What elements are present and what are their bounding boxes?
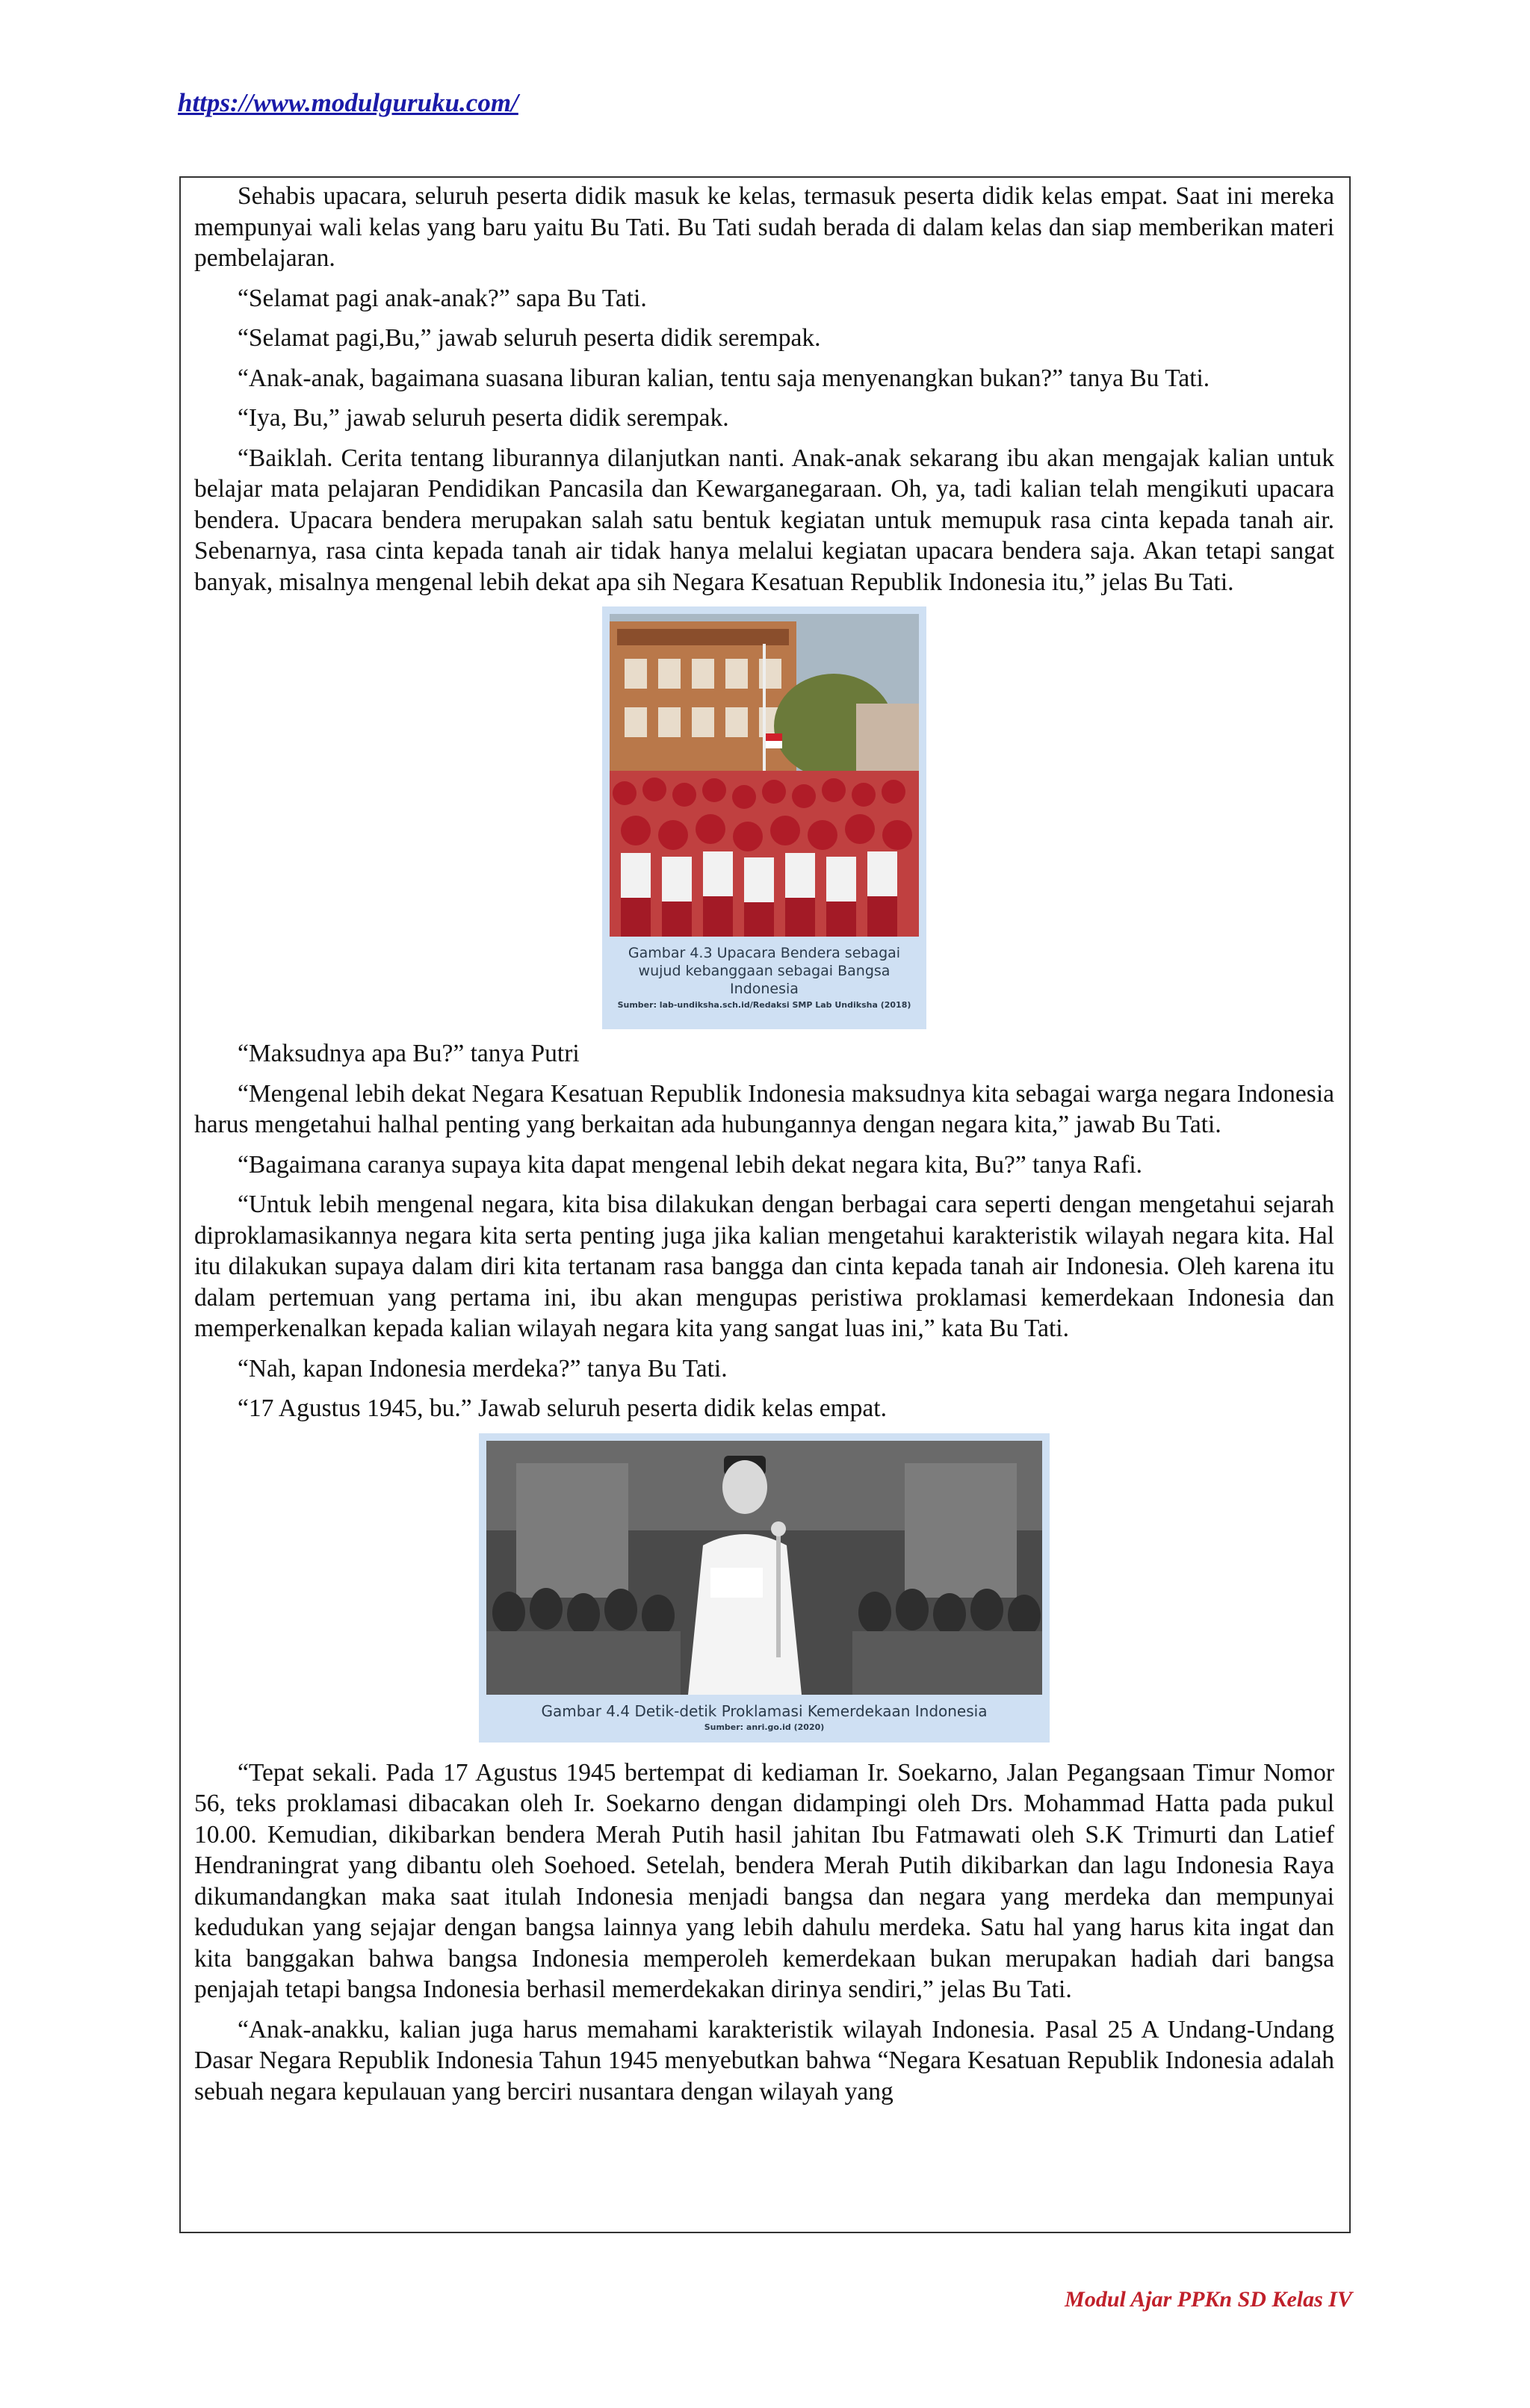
paragraph: “Mengenal lebih dekat Negara Kesatuan Republik Indonesia maksudnya kita sebagai warga negara Indonesia harus mengetahui halhal penting yang berkaitan ada hubungannya dengan negara kita,” jawab Bu Tati.	[194, 1079, 1334, 1138]
figure-flag-ceremony	[602, 606, 926, 1029]
caption-text: Gambar 4.3 Upacara Bendera sebagai wujud kebanggaan sebagai Bangsa Indonesia	[628, 945, 901, 997]
content-frame	[179, 176, 1351, 2233]
paragraph: “Untuk lebih mengenal negara, kita bisa dilakukan dengan berbagai cara seperti dengan mengetahui sejarah diproklamasikannya negara kita serta penting juga jika kalian mengetahui karakteristik wilayah negara kita. Hal itu dilakukan supaya dalam diri kita tertanam rasa bangga dan cinta kepada tanah air Indonesia. Oleh karena itu dalam pertemuan yang pertama ini, ibu akan mengupas peristiwa proklamasi kemerdekaan Indonesia dan memperkenalkan kepada kalian wilayah negara kita yang sangat luas ini,” kata Bu Tati.	[194, 1191, 1334, 1342]
caption-source: Sumber: lab-undiksha.sch.id/Redaksi SMP Lab Undiksha (2018)	[617, 1000, 911, 1010]
paragraph: “Iya, Bu,” jawab seluruh peserta didik serempak.	[238, 404, 729, 432]
figure-proclamation	[479, 1433, 1050, 1743]
content-body	[194, 178, 1334, 2116]
caption-source: Sumber: anri.go.id (2020)	[704, 1722, 825, 1732]
paragraph: “Nah, kapan Indonesia merdeka?” tanya Bu Tati.	[238, 1354, 728, 1383]
footer-label: Modul Ajar PPKn SD Kelas IV	[1065, 2287, 1352, 2312]
paragraph: Sehabis upacara, seluruh peserta didik masuk ke kelas, termasuk peserta didik kelas empat. Saat ini mereka mempunyai wali kelas yang baru yaitu Bu Tati. Bu Tati sudah berada di dalam kelas dan siap memberikan materi pembelajaran.	[194, 182, 1334, 272]
paragraph: “Anak-anak, bagaimana suasana liburan kalian, tentu saja menyenangkan bukan?” tanya Bu Tati.	[238, 364, 1210, 392]
paragraph: “Tepat sekali. Pada 17 Agustus 1945 bertempat di kediaman Ir. Soekarno, Jalan Pegangsaan Timur Nomor 56, teks proklamasi dibacakan oleh Ir. Soekarno dengan didampingi oleh Drs. Mohammad Hatta pada pukul 10.00. Kemudian, dikibarkan bendera Merah Putih hasil jahitan Ibu Fatmawati oleh S.K Trimurti dan Latief Hendraningrat yang dibantu oleh Soehoed. Setelah, bendera Merah Putih dikibarkan dan lagu Indonesia Raya dikumandangkan maka saat itulah Indonesia menjadi bangsa dan negara yang merdeka dan mempunyai kedudukan yang sejajar dengan bangsa lainnya yang lebih dahulu merdeka. Satu hal yang harus kita ingat dan kita banggakan bahwa bangsa Indonesia memperoleh kemerdekaan bukan merupakan hadiah dari bangsa penjajah tetapi bangsa Indonesia berhasil memerdekakan dirinya sendiri,” jelas Bu Tati.	[194, 1758, 1334, 2003]
paragraph: “Anak-anakku, kalian juga harus memahami karakteristik wilayah Indonesia. Pasal 25 A Undang-Undang Dasar Negara Republik Indonesia Tahun 1945 menyebutkan bahwa “Negara Kesatuan Republik Indonesia adalah sebuah negara kepulauan yang berciri nusantara dengan wilayah yang	[194, 2015, 1334, 2106]
flag-ceremony-photo	[610, 614, 919, 937]
figure-caption	[486, 1702, 1042, 1733]
proclamation-photo	[486, 1441, 1042, 1695]
figure-caption	[610, 944, 919, 1011]
paragraph: “Maksudnya apa Bu?” tanya Putri	[238, 1040, 580, 1067]
paragraph: “17 Agustus 1945, bu.” Jawab seluruh peserta didik kelas empat.	[238, 1394, 887, 1422]
caption-text: Gambar 4.4 Detik-detik Proklamasi Kemerdekaan Indonesia	[541, 1701, 988, 1720]
paragraph: “Selamat pagi,Bu,” jawab seluruh peserta didik serempak.	[238, 324, 821, 352]
paragraph: “Bagaimana caranya supaya kita dapat mengenal lebih dekat negara kita, Bu?” tanya Rafi.	[238, 1150, 1143, 1179]
paragraph: “Baiklah. Cerita tentang liburannya dilanjutkan nanti. Anak-anak sekarang ibu akan mengajak kalian untuk belajar mata pelajaran Pendidikan Pancasila dan Kewarganegaraan. Oh, ya, tadi kalian telah mengikuti upacara bendera. Upacara bendera merupakan salah satu bentuk kegiatan untuk memupuk rasa cinta kepada tanah air. Sebenarnya, rasa cinta kepada tanah air tidak hanya melalui kegiatan upacara bendera saja. Akan tetapi sangat banyak, misalnya mengenal lebih dekat apa sih Negara Kesatuan Republik Indonesia itu,” jelas Bu Tati.	[194, 444, 1334, 596]
header-url-link[interactable]: https://www.modulguruku.com/	[178, 88, 518, 117]
paragraph: “Selamat pagi anak-anak?” sapa Bu Tati.	[238, 284, 647, 312]
